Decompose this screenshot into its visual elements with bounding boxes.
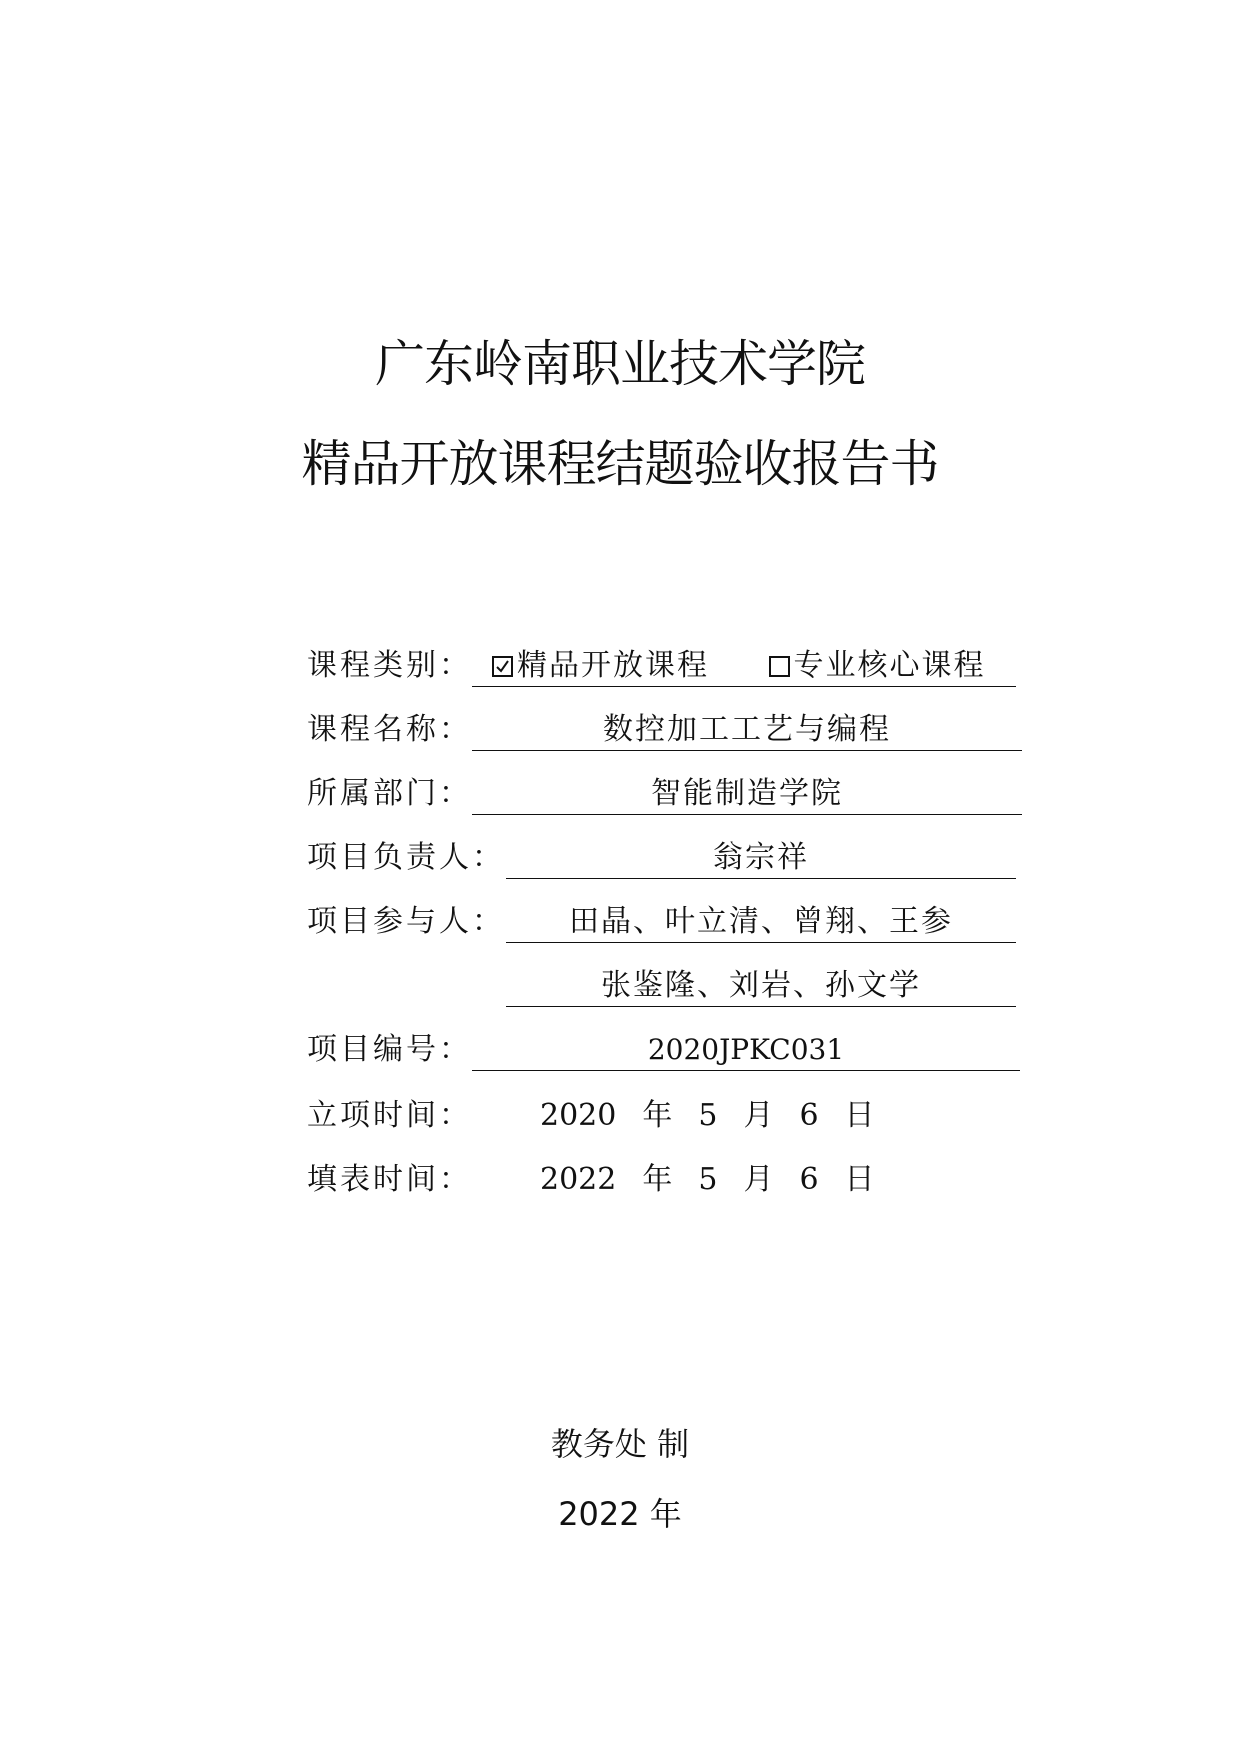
department-label: 所属部门： [307,776,472,811]
fill-date-label: 填表时间： [307,1162,472,1197]
start-date-value [540,1096,875,1136]
project-number-field: 2020JPKC031 [472,1030,1020,1071]
year-unit: 年 [642,1098,673,1133]
day-unit: 日 [844,1098,875,1133]
fill-date-value [540,1160,875,1200]
title-report: 精品开放课程结题验收报告书 [301,435,939,493]
start-date-year: 2020 [540,1098,617,1133]
issue-year: 2022 年 [558,1495,682,1533]
month-unit: 月 [743,1162,774,1197]
fill-date-day: 6 [799,1162,819,1197]
project-leader-field: 翁宗祥 [506,838,1016,879]
course-name-label: 课程名称： [307,712,472,747]
course-category-field [472,646,1016,687]
category-option-core-label: 专业核心课程 [793,648,986,683]
title-institution: 广东岭南职业技术学院 [375,335,865,393]
category-option-excellent-label: 精品开放课程 [517,648,709,683]
participants-field-line1: 田晶、叶立清、曾翔、王参 [506,902,1016,943]
project-number-label: 项目编号： [307,1032,472,1067]
category-option-excellent[interactable] [492,646,709,686]
start-date-day: 6 [799,1098,819,1133]
project-leader-label: 项目负责人： [307,840,505,875]
start-date-month: 5 [698,1098,718,1133]
day-unit: 日 [844,1162,875,1197]
participants-label: 项目参与人： [307,904,505,939]
unchecked-box-icon[interactable] [769,656,790,677]
department-field: 智能制造学院 [472,774,1022,815]
fill-date-year: 2022 [540,1162,617,1197]
issuer-text: 教务处 制 [550,1425,690,1463]
fill-date-month: 5 [698,1162,718,1197]
checked-box-icon[interactable] [492,656,513,677]
course-name-field: 数控加工工艺与编程 [472,710,1022,751]
participants-field-line2: 张鉴隆、刘岩、孙文学 [506,966,1016,1007]
year-unit: 年 [642,1162,673,1197]
month-unit: 月 [743,1098,774,1133]
course-category-label: 课程类别： [307,648,472,683]
start-date-label: 立项时间： [307,1098,472,1133]
category-option-core[interactable] [769,646,986,686]
